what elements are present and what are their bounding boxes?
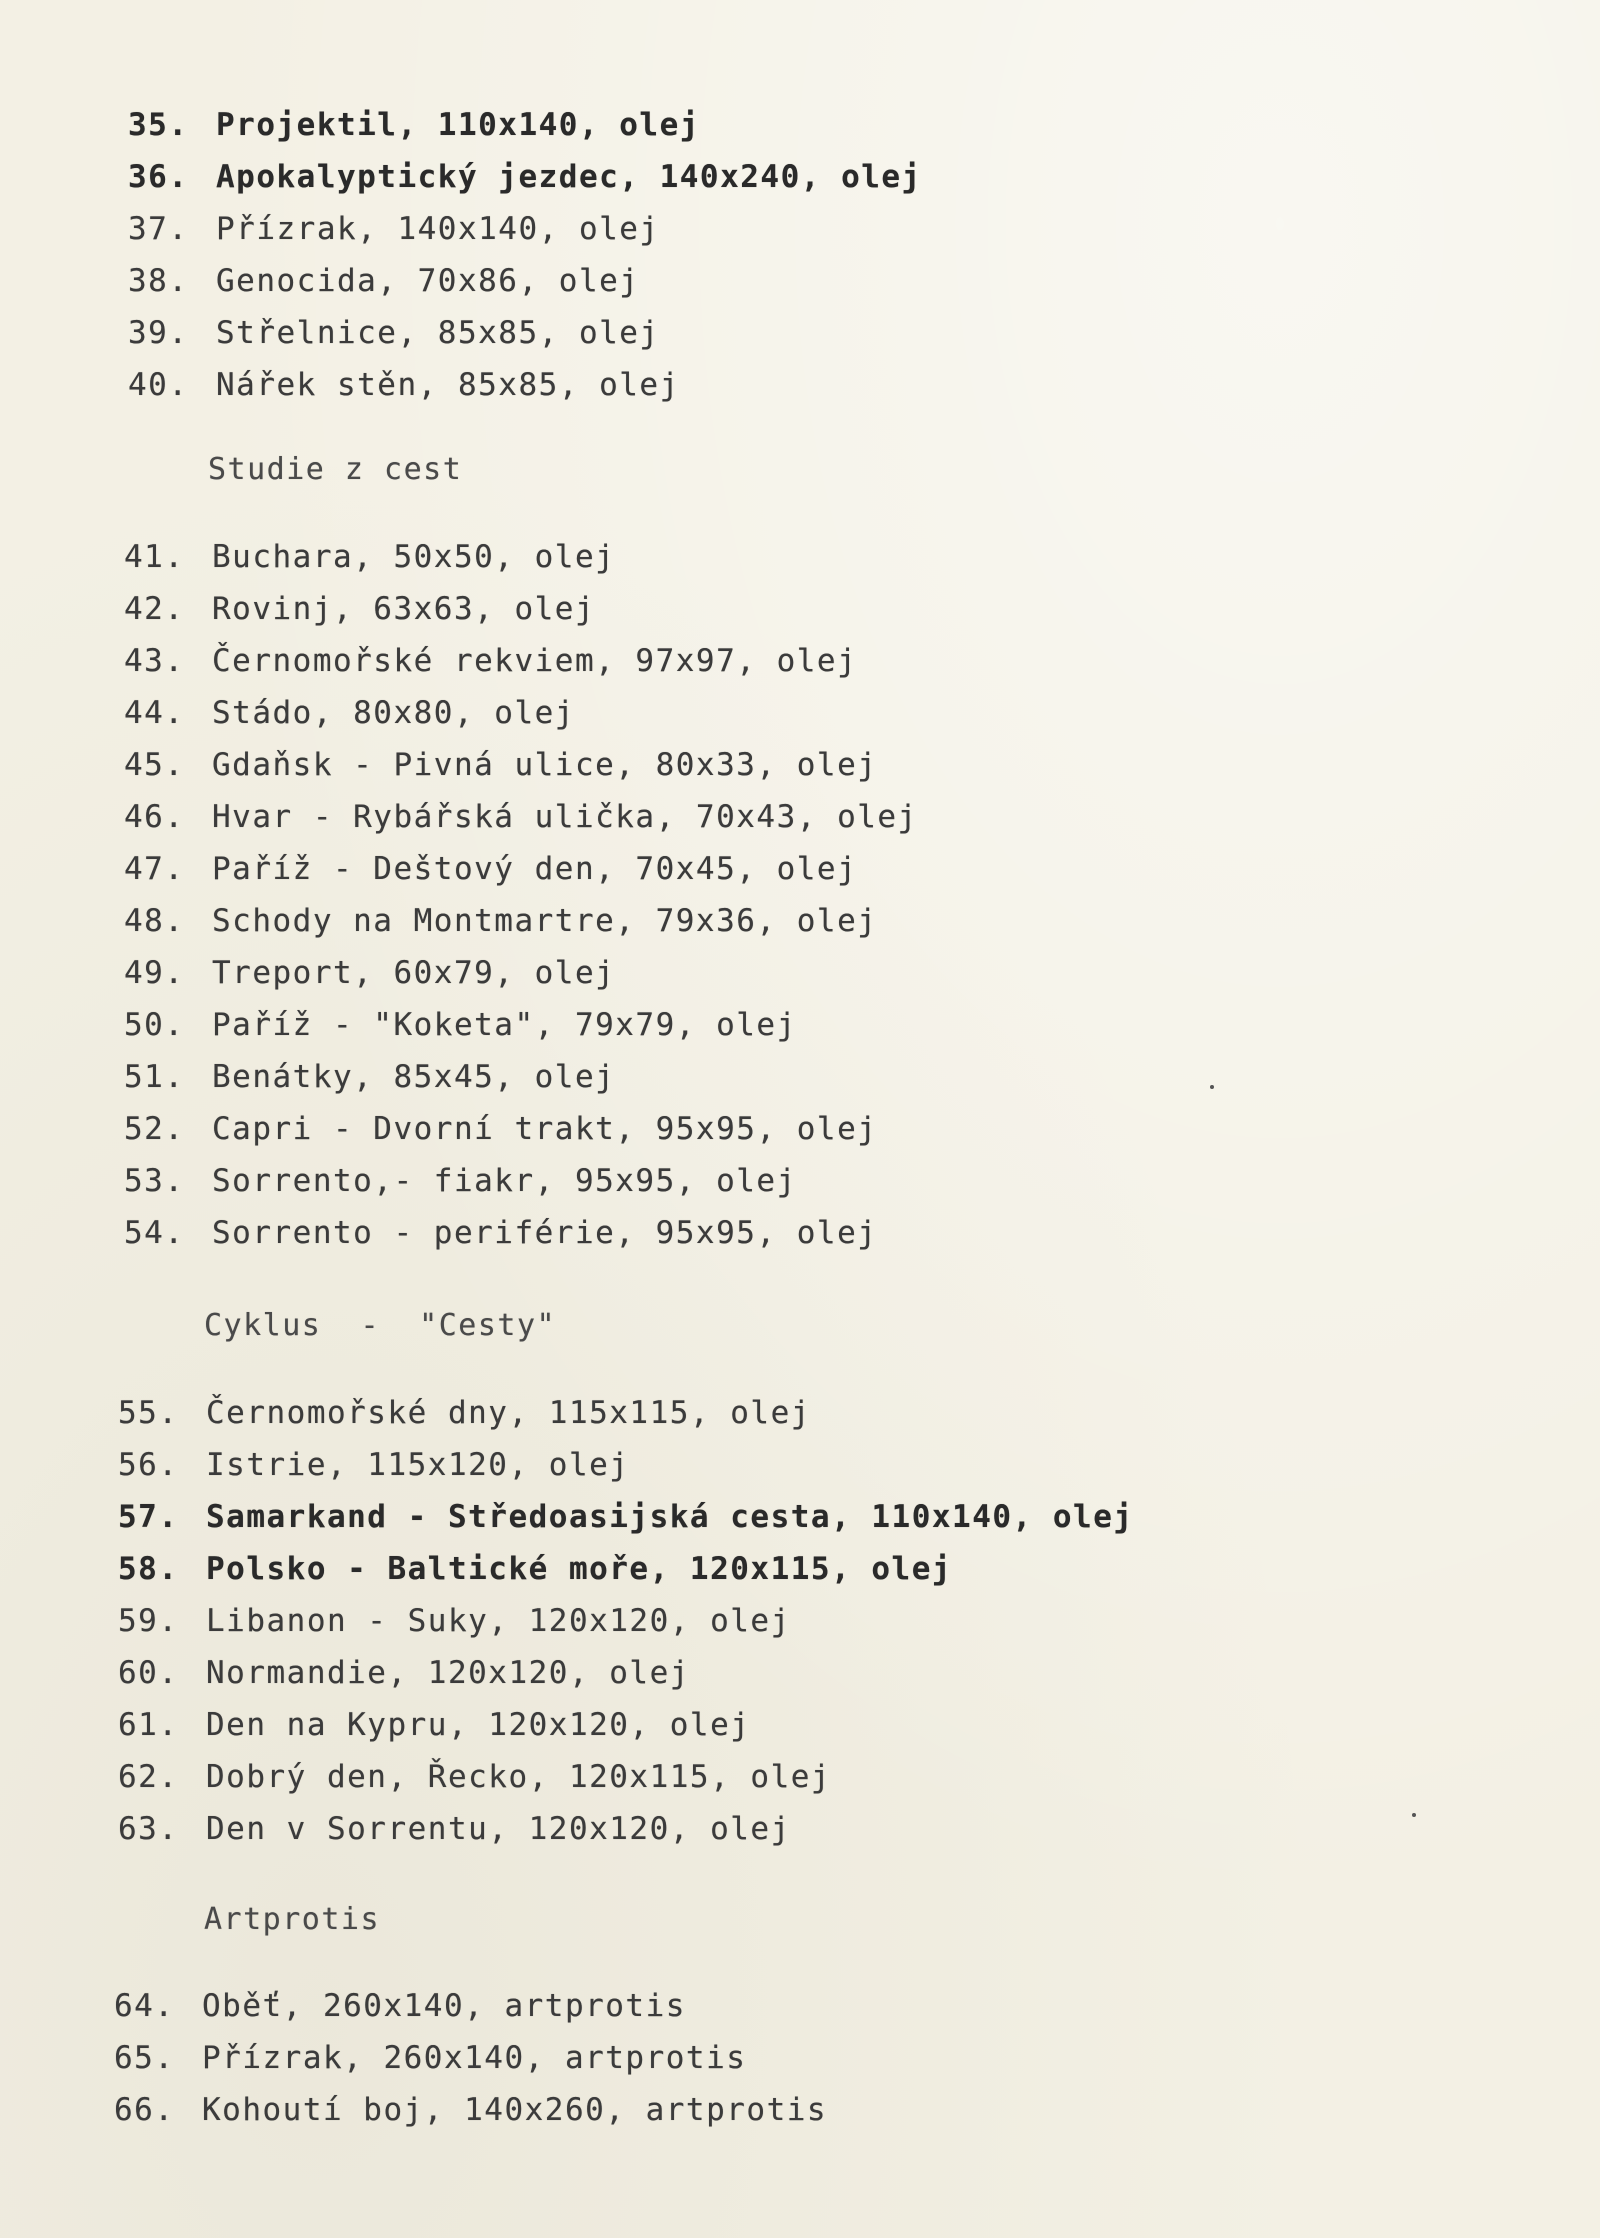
item-number: 47. xyxy=(124,851,185,887)
list-item xyxy=(128,261,639,301)
list-item xyxy=(128,313,660,353)
item-number: 46. xyxy=(124,799,185,835)
item-number: 54. xyxy=(124,1215,185,1251)
list-item xyxy=(124,1213,877,1253)
item-text: Přízrak, 140x140, olej xyxy=(216,211,660,247)
list-item xyxy=(128,105,700,145)
item-number: 49. xyxy=(124,955,185,991)
item-text: Paříž - "Koketa", 79x79, olej xyxy=(212,1007,797,1043)
list-item xyxy=(124,1057,615,1097)
item-text: Normandie, 120x120, olej xyxy=(206,1655,690,1691)
item-number: 40. xyxy=(128,367,189,403)
item-text: Projektil, 110x140, olej xyxy=(216,107,700,143)
item-text: Nářek stěn, 85x85, olej xyxy=(216,367,680,403)
item-number: 48. xyxy=(124,903,185,939)
item-text: Samarkand - Středoasijská cesta, 110x140, olej xyxy=(206,1499,1134,1535)
item-text: Istrie, 115x120, olej xyxy=(206,1447,630,1483)
item-text: Rovinj, 63x63, olej xyxy=(212,591,596,627)
item-text: Přízrak, 260x140, artprotis xyxy=(202,2040,747,2076)
item-number: 44. xyxy=(124,695,185,731)
item-text: Paříž - Deštový den, 70x45, olej xyxy=(212,851,858,887)
item-text: Capri - Dvorní trakt, 95x95, olej xyxy=(212,1111,878,1147)
list-item xyxy=(124,641,857,681)
section-heading: Cyklus - "Cesty" xyxy=(204,1308,557,1343)
item-number: 63. xyxy=(118,1811,179,1847)
item-number: 43. xyxy=(124,643,185,679)
item-number: 58. xyxy=(118,1551,179,1587)
item-number: 53. xyxy=(124,1163,185,1199)
item-number: 59. xyxy=(118,1603,179,1639)
list-item xyxy=(118,1497,1134,1537)
item-text: Stádo, 80x80, olej xyxy=(212,695,575,731)
item-number: 62. xyxy=(118,1759,179,1795)
item-number: 35. xyxy=(128,107,189,143)
item-number: 52. xyxy=(124,1111,185,1147)
item-number: 50. xyxy=(124,1007,185,1043)
item-number: 65. xyxy=(114,2040,175,2076)
list-item xyxy=(118,1757,831,1797)
list-item xyxy=(124,1109,877,1149)
list-item xyxy=(124,1005,797,1045)
list-item xyxy=(118,1653,690,1693)
item-number: 36. xyxy=(128,159,189,195)
item-number: 41. xyxy=(124,539,185,575)
list-item xyxy=(124,537,615,577)
item-number: 38. xyxy=(128,263,189,299)
item-number: 45. xyxy=(124,747,185,783)
list-item xyxy=(124,693,575,733)
item-text: Oběť, 260x140, artprotis xyxy=(202,1988,686,2024)
list-item xyxy=(124,745,877,785)
item-number: 39. xyxy=(128,315,189,351)
item-text: Dobrý den, Řecko, 120x115, olej xyxy=(206,1759,832,1795)
item-number: 56. xyxy=(118,1447,179,1483)
item-text: Buchara, 50x50, olej xyxy=(212,539,616,575)
item-text: Den na Kypru, 120x120, olej xyxy=(206,1707,751,1743)
item-number: 37. xyxy=(128,211,189,247)
item-text: Sorrento,- fiakr, 95x95, olej xyxy=(212,1163,797,1199)
list-item xyxy=(124,901,877,941)
item-number: 51. xyxy=(124,1059,185,1095)
list-item xyxy=(128,209,660,249)
list-item xyxy=(124,589,595,629)
section-heading: Studie z cest xyxy=(208,452,463,487)
item-text: Černomořské dny, 115x115, olej xyxy=(206,1395,811,1431)
item-text: Libanon - Suky, 120x120, olej xyxy=(206,1603,791,1639)
item-number: 64. xyxy=(114,1988,175,2024)
item-number: 57. xyxy=(118,1499,179,1535)
item-text: Benátky, 85x45, olej xyxy=(212,1059,616,1095)
list-item xyxy=(118,1445,629,1485)
item-text: Apokalyptický jezdec, 140x240, olej xyxy=(216,159,922,195)
item-text: Den v Sorrentu, 120x120, olej xyxy=(206,1811,791,1847)
list-item xyxy=(118,1705,750,1745)
section-heading: Artprotis xyxy=(204,1902,381,1937)
item-text: Kohoutí boj, 140x260, artprotis xyxy=(202,2092,828,2128)
item-text: Genocida, 70x86, olej xyxy=(216,263,640,299)
item-text: Polsko - Baltické moře, 120x115, olej xyxy=(206,1551,953,1587)
list-item xyxy=(118,1601,791,1641)
item-number: 42. xyxy=(124,591,185,627)
item-text: Treport, 60x79, olej xyxy=(212,955,616,991)
item-text: Schody na Montmartre, 79x36, olej xyxy=(212,903,878,939)
paper-speck xyxy=(1210,1085,1214,1089)
paper-speck xyxy=(1412,1813,1416,1817)
item-text: Střelnice, 85x85, olej xyxy=(216,315,660,351)
item-text: Sorrento - periférie, 95x95, olej xyxy=(212,1215,878,1251)
list-item xyxy=(118,1549,952,1589)
item-text: Černomořské rekviem, 97x97, olej xyxy=(212,643,858,679)
list-item xyxy=(124,953,615,993)
list-item xyxy=(114,2090,827,2130)
item-text: Gdaňsk - Pivná ulice, 80x33, olej xyxy=(212,747,878,783)
list-item xyxy=(124,849,857,889)
item-number: 66. xyxy=(114,2092,175,2128)
item-number: 60. xyxy=(118,1655,179,1691)
list-item xyxy=(114,2038,746,2078)
list-item xyxy=(128,157,922,197)
item-number: 61. xyxy=(118,1707,179,1743)
list-item xyxy=(118,1393,811,1433)
list-item xyxy=(124,797,918,837)
list-item xyxy=(128,365,680,405)
item-text: Hvar - Rybářská ulička, 70x43, olej xyxy=(212,799,918,835)
list-item xyxy=(114,1986,686,2026)
list-item xyxy=(118,1809,791,1849)
item-number: 55. xyxy=(118,1395,179,1431)
list-item xyxy=(124,1161,797,1201)
